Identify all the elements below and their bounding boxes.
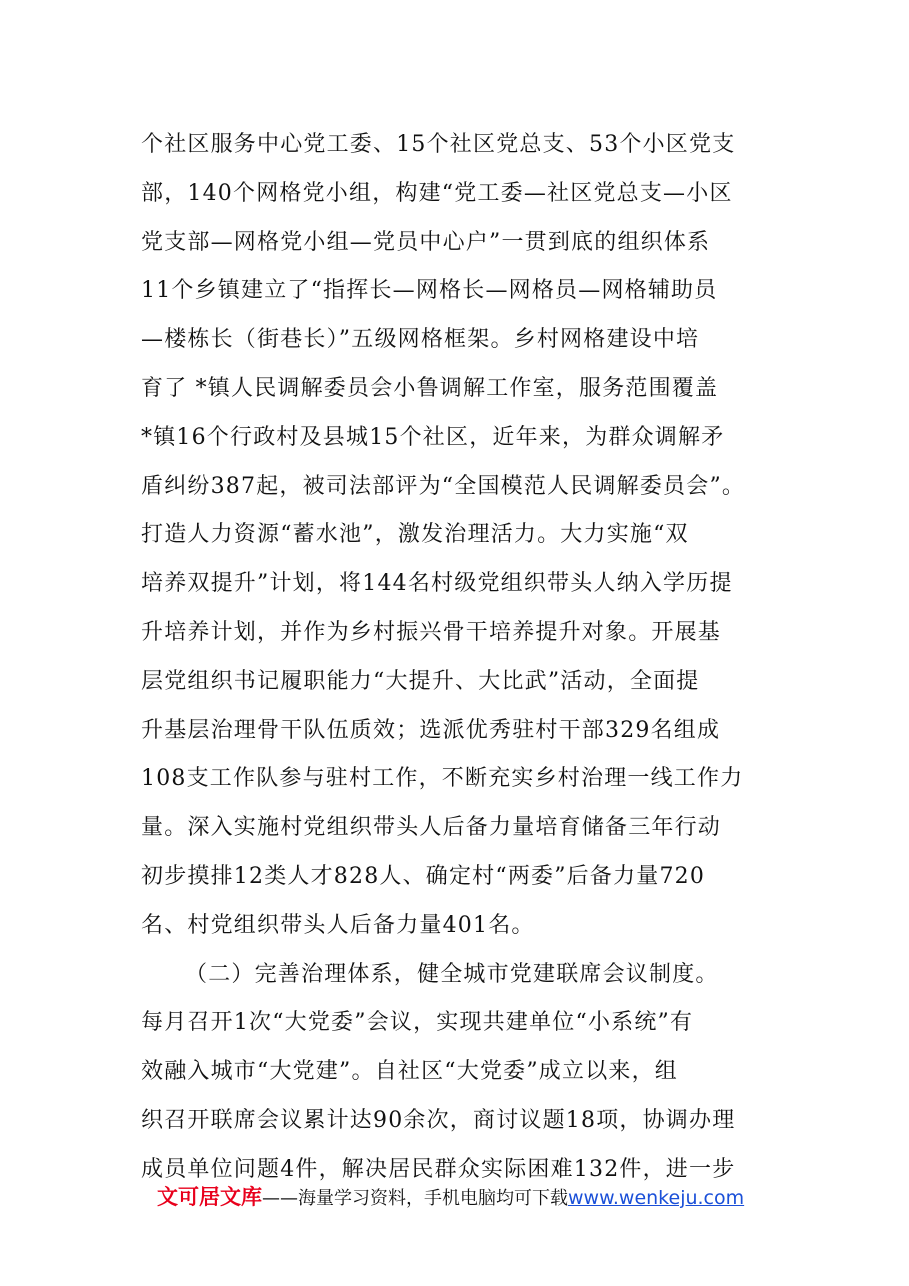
body-line: 培养双提升”计划，将144名村级党组织带头人纳入学历提: [141, 571, 733, 597]
body-line: 党支部—网格党小组—党员中心户”一贯到底的组织体系: [141, 229, 711, 255]
document-body: [141, 121, 781, 1195]
body-line: 108支工作队参与驻村工作，不断充实乡村治理一线工作力: [141, 766, 744, 792]
body-line: 名、村党组织带头人后备力量401名。: [141, 912, 535, 938]
body-line: 量。深入实施村党组织带头人后备力量培育储备三年行动: [141, 815, 722, 841]
body-line: 织召开联席会议累计达90余次，商讨议题18项，协调办理: [141, 1107, 736, 1133]
body-line: 初步摸排12类人才828人、确定村“两委”后备力量720: [141, 863, 706, 889]
body-line: 效融入城市“大党建”。自社区“大党委”成立以来，组: [141, 1059, 678, 1085]
body-line: 盾纠纷387起，被司法部评为“全国模范人民调解委员会”。: [141, 473, 746, 499]
body-line: 打造人力资源“蓄水池”，激发治理活力。大力实施“双: [141, 522, 689, 548]
body-line: 11个乡镇建立了“指挥长—网格长—网格员—网格辅助员: [141, 278, 718, 304]
body-line: 层党组织书记履职能力“大提升、大比武”活动，全面提: [141, 668, 700, 694]
body-line: 升培养计划，并作为乡村振兴骨干培养提升对象。开展基: [141, 619, 722, 645]
section-heading-line: （二）完善治理体系，健全城市党建联席会议制度。: [185, 961, 719, 987]
footer-brand: 文可居文库: [157, 1185, 262, 1209]
body-line: 部，140个网格党小组，构建“党工委—社区党总支—小区: [141, 180, 733, 206]
body-line: 个社区服务中心党工委、15个社区党总支、53个小区党支: [141, 132, 736, 157]
body-line: *镇16个行政村及县城15个社区，近年来，为群众调解矛: [141, 424, 725, 450]
footer-url-link[interactable]: www.wenkeju.com: [568, 1187, 745, 1209]
body-line: 成员单位问题4件，解决居民群众实际困难132件，进一步: [141, 1156, 736, 1182]
footer-slogan: ——海量学习资料，手机电脑均可下载: [262, 1188, 568, 1209]
body-line: —楼栋长（街巷长）”五级网格框架。乡村网格建设中培: [141, 327, 700, 353]
body-line: 每月召开1次“大党委”会议，实现共建单位“小系统”有: [141, 1010, 694, 1036]
footer-watermark: [157, 1182, 777, 1212]
body-line: 升基层治理骨干队伍质效；选派优秀驻村干部329名组成: [141, 717, 721, 743]
body-line: 育了 *镇人民调解委员会小鲁调解工作室，服务范围覆盖: [141, 375, 719, 401]
